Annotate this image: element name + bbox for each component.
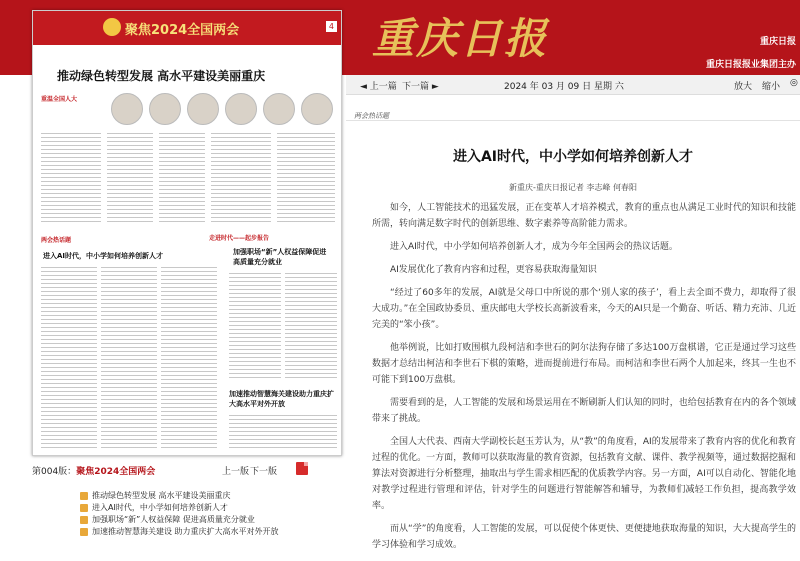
next-article-link[interactable]: 下一篇 ►	[402, 82, 439, 92]
portrait-photo	[187, 93, 219, 125]
publication-date: 2024 年 03 月 09 日 星期 六	[504, 82, 624, 92]
article-paragraph: 全国人大代表、西南大学副校长赵玉芳认为，从“教”的角度看，AI的发展带来了教育内容的优化和教育过程的优化。一方面，教师可以获取海量的教育资源，包括教育文献、课件、教学视频等，通过数据挖掘和算法对资源进行分析整理，抽取出与学生需求相匹配的优质教学内容。另一方面，AI可以自动化、智能化地对教学过程进行管理和评估，针对学生的问题进行智能解答和辅导，为教师们减轻工作负担，提高教学效率。	[372, 437, 796, 511]
article-paragraph: AI发展优化了教育内容和过程，更容易获取海量知识	[390, 265, 597, 275]
article-paragraph: 进入AI时代，中小学如何培养创新人才，成为今年全国两会的热议话题。	[390, 242, 678, 252]
zoom-reset-icon[interactable]: ◎	[790, 78, 798, 88]
paper-banner	[33, 11, 342, 45]
article-paragraph: 如今，人工智能技术的迅猛发展，正在变革人才培养模式，教育的重点也从满足工业时代的知识和技能所需，转向满足数字时代的创新思维、数字素养等高阶能力需求。	[372, 203, 796, 229]
paper-section-tag: 走进时代——起步报告	[209, 235, 270, 242]
site-logo[interactable]: 重庆日报	[372, 14, 549, 63]
article-paragraph: 需要看到的是，人工智能的发展和场景运用在不断刷新人们认知的同时，也给包括教育在内的各个领域带来了挑战。	[372, 398, 796, 424]
portrait-photo	[111, 93, 143, 125]
paper-section-tag: 重温全国人大	[41, 96, 78, 103]
bullet-icon	[80, 516, 88, 524]
article-list	[80, 490, 348, 538]
text-column	[107, 133, 153, 225]
list-item[interactable]: 加速推动智慧海关建设 助力重庆扩大高水平对外开放	[80, 526, 348, 538]
bullet-icon	[80, 528, 88, 536]
text-column	[41, 133, 101, 225]
paper-headline[interactable]: 推动绿色转型发展 高水平建设美丽重庆	[57, 69, 266, 83]
text-column	[41, 267, 97, 449]
portrait-photo	[263, 93, 295, 125]
emblem-icon	[103, 18, 121, 36]
list-item[interactable]: 推动绿色转型发展 高水平建设美丽重庆	[80, 490, 348, 502]
portrait-photo	[149, 93, 181, 125]
bullet-icon	[80, 492, 88, 500]
text-column	[285, 273, 337, 381]
list-item[interactable]: 加强职场“新”人权益保障 促进高质量充分就业	[80, 514, 348, 526]
bullet-icon	[80, 504, 88, 512]
paper-article-title[interactable]: 加强职场“新”人权益保障促进高质量充分就业	[233, 248, 327, 266]
prev-article-link[interactable]: ◄ 上一篇	[360, 82, 397, 92]
pdf-icon[interactable]	[296, 462, 308, 475]
header-site-name: 重庆日报	[759, 37, 796, 47]
portrait-photo	[301, 93, 333, 125]
article-body	[372, 200, 796, 560]
paper-article-title[interactable]: 进入AI时代，中小学如何培养创新人才	[43, 252, 164, 260]
text-column	[159, 133, 205, 225]
newspaper-page-image[interactable]	[32, 10, 342, 456]
divider	[346, 120, 800, 121]
edition-label: 第004版：聚焦2024全国两会	[32, 467, 156, 477]
article-paragraph: 他举例说，比如打败围棋九段柯洁和李世石的阿尔法狗存储了多达100万盘棋谱，它正是通过学习这些数据才总结出柯洁和李世石下棋的策略，进而提前进行布局。而柯洁和李世石两个人加起来，终其一生也不可能下到100万盘棋。	[372, 343, 796, 385]
article-paragraph: “经过了60多年的发展，AI就是父母口中所说的那个‘别人家的孩子’，看上去全面不费力，却取得了很大成功。”在全国政协委员、重庆邮电大学校长高新波看来，今天的AI只是一个勤奋、听话、精力充沛、几近完美的“笨小孩”。	[372, 288, 796, 330]
article-paragraph: 而从“学”的角度看，人工智能的发展，可以促使个体更快、更便捷地获取海量的知识，大大提高学生的学习体验和学习成效。	[372, 524, 796, 550]
paper-banner-title: 聚焦2024全国两会	[125, 23, 240, 38]
text-column	[101, 267, 157, 449]
zoom-out-button[interactable]: 缩小	[762, 82, 781, 92]
paper-article-title[interactable]: 加速推动智慧海关建设助力重庆扩大高水平对外开放	[229, 390, 334, 408]
paper-section-tag: 两会热话题	[41, 237, 72, 244]
article-byline: 新重庆-重庆日报记者 李志峰 何春阳	[509, 183, 637, 192]
zoom-in-button[interactable]: 放大	[734, 82, 753, 92]
text-column	[229, 273, 281, 381]
paper-page-number: 4	[326, 21, 337, 32]
article-toolbar	[346, 75, 800, 95]
list-item[interactable]: 进入AI时代，中小学如何培养创新人才	[80, 502, 348, 514]
text-column	[211, 133, 271, 225]
section-tag: 两会热话题	[354, 112, 389, 120]
header-publisher: 重庆日报报业集团主办	[705, 60, 796, 70]
prev-edition-link[interactable]: 上一版	[222, 467, 250, 477]
text-column	[161, 267, 217, 449]
text-column	[229, 415, 337, 451]
text-column	[277, 133, 335, 225]
portrait-photo	[225, 93, 257, 125]
article-title: 进入AI时代，中小学如何培养创新人才	[452, 149, 694, 165]
next-edition-link[interactable]: 下一版	[250, 467, 278, 477]
